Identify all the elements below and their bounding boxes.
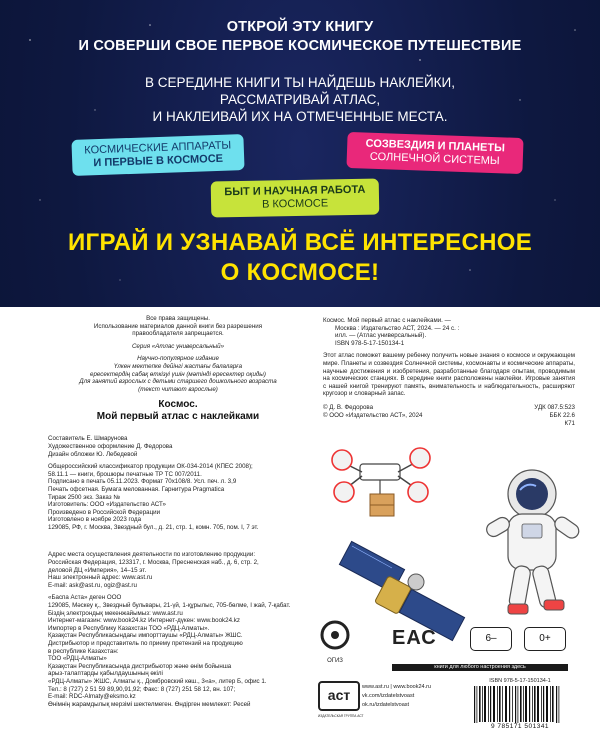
topic-tag-spacecraft	[71, 134, 244, 176]
kz-publisher-line-3: Біздің электрондық мекенжайымыз: www.ast.ru	[48, 609, 183, 617]
okp-line-2: 58.11.1 — книги, брошюры печатные ТР ТС 007/2011.	[48, 470, 202, 478]
rights-line-1: Все права защищены.	[146, 315, 210, 322]
author-code: К71	[564, 419, 575, 427]
topic-tag-life-in-space	[211, 179, 380, 218]
headline	[0, 18, 600, 56]
imprint-column	[48, 315, 308, 708]
okp-line-1: Общероссийский классификатор продукции ОК-034-2014 (КПЕС 2008);	[48, 463, 253, 471]
kz-publisher-line-5: Импортер в Республику Казахстан ТОО «РДЦ-Алматы».	[48, 624, 210, 632]
genre-line: Научно-популярное издание	[137, 355, 219, 363]
email-line: E-mail: ask@ast.ru, ogiz@ast.ru	[48, 581, 137, 589]
isbn-card-line: ISBN 978-5-17-150134-1	[335, 339, 405, 347]
astronaut-icon	[484, 470, 581, 614]
cover-designer-line: Дизайн обложки Ю. Лебедевой	[48, 450, 138, 458]
site-links[interactable]: www.ast.ru | www.book24.ru	[362, 684, 431, 690]
tag-2-line-1: СОЗВЕЗДИЯ И ПЛАНЕТЫ	[365, 137, 506, 155]
isbn-barcode-label: ISBN 978-5-17-150134-1	[489, 678, 551, 684]
annotation: Этот атлас поможет вашему ребенку получить новые знания о космосе и окружающем мире. Планеты и созвездия Солнечной системы, космонавты и космические аппараты, научные достижения и изобретения, разработанные благодаря опытам, проводимым на космических станциях. В середине книги расположены наклейки. Игровые занятия с нашей книгой тренируют память, внимательность и наблюдательность, расширяют кругозор и словарный запас.	[323, 352, 575, 398]
series-line: Серия «Атлас универсальный»	[131, 342, 225, 350]
kz-publisher-line-6: Қазақстан Республикасындағы импорттаушы «РДЦ-Алматы» ЖШС.	[48, 632, 243, 640]
satellite-icon	[339, 541, 464, 640]
tag-2-line-2: СОЛНЕЧНОЙ СИСТЕМЫ	[369, 150, 500, 168]
eac-mark: ЕАС	[392, 627, 437, 649]
age-line-2: (текст читают взрослые)	[138, 385, 218, 393]
slogan-line-1: ИГРАЙ И УЗНАВАЙ ВСЁ ИНТЕРЕСНОЕ	[67, 229, 532, 256]
rights-line-3: правообладателя запрещается.	[132, 330, 224, 338]
ogiz-label: ОГИЗ	[327, 658, 343, 664]
kz-age-line-2: ересектердің сабақ өткізуі үшін (мәтінді ересектер оқиды)	[90, 370, 266, 378]
kz-publisher-line-8: в республике Казахстан:	[48, 647, 119, 655]
copyright-publisher: © ООО «Издательство АСТ», 2024	[323, 411, 423, 419]
print-line-2: Печать офсетная. Бумага мелованная. Гарнитура Pragmatica	[48, 485, 225, 493]
catalog-card-line-1: Космос. Мой первый атлас с наклейками. —	[323, 317, 451, 324]
age-line-1: Для занятий взрослых с детьми старшего дошкольного возраста	[79, 378, 277, 386]
kz-publisher-line-12: «РДЦ-Алматы» ЖШС, Алматы қ., Домбровский көш., 3«а», литер Б, офис 1.	[48, 677, 267, 685]
headline-line-2: И СОВЕРШИ СВОЕ ПЕРВОЕ КОСМИЧЕСКОЕ ПУТЕШЕСТВИЕ	[78, 38, 522, 54]
kz-publisher-line-15: Өнімнің жарамдылық мерзімі шектелмеген. Өндірген мемлекет: Ресей	[48, 700, 251, 708]
kz-publisher-line-2: 129085, Мәскеу қ., Звездный бульвары, 21-үй, 1-құрылыс, 705-бөлме, I жай, 7-қабат.	[48, 602, 291, 610]
designer-line: Художественное оформление Д. Федорова	[48, 442, 173, 450]
address-line-3: деловой ДЦ «Империя», 14–15 эт.	[48, 566, 147, 574]
imprint-panel	[0, 307, 600, 750]
slogan-line-2: О КОСМОСЕ!	[220, 259, 380, 286]
ok-link[interactable]: ok.ru/izdatelstvoast	[362, 702, 410, 708]
intro-line-1: В СЕРЕДИНЕ КНИГИ ТЫ НАЙДЕШЬ НАКЛЕЙКИ,	[145, 75, 455, 90]
kz-publisher-line-10: Қазақстан Республикасында дистрибьютор және өнім бойынша	[48, 662, 232, 670]
age-badge-6: 6–	[470, 627, 512, 651]
catalog-card-line-2: Москва : Издательство АСТ, 2024. — 24 с. :	[335, 324, 460, 332]
book-title-line-2: Мой первый атлас с наклейками	[96, 411, 260, 423]
kz-publisher-line-14: E-mail: RDC-Almaty@eksmo.kz	[48, 693, 136, 701]
book-title-line-1: Космос.	[158, 399, 198, 411]
tag-1-line-1: КОСМИЧЕСКИЕ АППАРАТЫ	[84, 139, 232, 157]
kz-publisher-line-1: «Баспа Аста» деген ООО	[48, 594, 122, 602]
tag-3-line-1: БЫТ И НАУЧНАЯ РАБОТА	[224, 183, 366, 199]
age-badge-0: 0+	[524, 627, 566, 651]
catalog-card-line-3: илл. — (Атлас универсальный).	[335, 332, 427, 340]
kz-publisher-line-11: арыз-талаптарды қабылдаушының өкілі	[48, 670, 163, 678]
kz-publisher-line-13: Тел.: 8 (727) 2 51 59 89,90,91,92; Факс: 8 (727) 251 58 12, вн. 107;	[48, 685, 236, 693]
maker-line-2: Произведено в Российской Федерации	[48, 508, 161, 516]
intro-text	[0, 74, 600, 125]
kz-publisher-line-4: Интернет-магазин: www.book24.kz Интернет-дүкен: www.book24.kz	[48, 617, 240, 625]
print-line-3: Тираж 2500 экз. Заказ №	[48, 493, 120, 501]
catalog-column	[323, 317, 575, 444]
kz-publisher-line-9: ТОО «РДЦ-Алматы»	[48, 655, 107, 663]
udk-code: УДК 087.5:523	[534, 403, 575, 411]
barcode-digits: 9 785171 501341	[470, 723, 570, 730]
rights-line-2: Использование материалов данной книги без разрешения	[93, 322, 263, 330]
website-line: Наш электронный адрес: www.ast.ru	[48, 574, 153, 582]
ast-logo-subtitle: ИЗДАТЕЛЬСКАЯ ГРУППА АСТ	[318, 714, 364, 718]
maker-line-1: Изготовитель: ООО «Издательство АСТ»	[48, 501, 166, 509]
headline-line-1: ОТКРОЙ ЭТУ КНИГУ	[226, 19, 374, 35]
tag-1-line-2: И ПЕРВЫЕ В КОСМОСЕ	[93, 152, 224, 170]
slogan	[0, 228, 600, 288]
book-title	[48, 399, 308, 423]
bbk-code: ББК 22.6	[549, 411, 575, 419]
intro-line-2: РАССМАТРИВАЙ АТЛАС,	[219, 92, 381, 107]
ast-logo-text: аст	[318, 681, 360, 711]
tagline-strip: книги для любого настроения здесь	[392, 664, 568, 671]
maker-line-3: Изготовлено в ноябре 2023 года	[48, 516, 142, 524]
copyright-author: © Д. В. Федорова	[323, 403, 374, 411]
maker-line-4: 129085, РФ, г. Москва, Звездный бул., д. 21, стр. 1, комн. 705, пом. I, 7 эт.	[48, 523, 259, 531]
kz-age-line-1: Үлкен мектепке дейінгі жастағы балаларға	[113, 362, 243, 370]
drone-icon	[332, 448, 430, 516]
copyright-block	[323, 404, 575, 444]
kz-publisher-line-7: Дистрибьютор и представитель по приему претензий на продукцию	[48, 640, 243, 647]
topic-tag-constellations	[346, 132, 523, 174]
ast-logo	[318, 681, 364, 721]
tag-3-line-2: В КОСМОСЕ	[261, 197, 329, 211]
intro-line-3: И НАКЛЕИВАЙ ИХ НА ОТМЕЧЕННЫЕ МЕСТА.	[152, 109, 448, 124]
compiler-line: Составитель Е. Шмарунова	[48, 435, 128, 443]
print-line-1: Подписано в печать 05.11.2023. Формат 70x108/8. Усл. печ. л. 3,9	[48, 478, 237, 486]
address-line-2: Российская Федерация, 123317, г. Москва, Пресненская наб., д. 6, стр. 2,	[48, 559, 259, 567]
vk-link[interactable]: vk.com/izdatelstvoast	[362, 693, 415, 699]
publisher-links	[362, 683, 462, 710]
address-line-1: Адрес места осуществления деятельности по изготовлению продукции:	[48, 551, 256, 559]
